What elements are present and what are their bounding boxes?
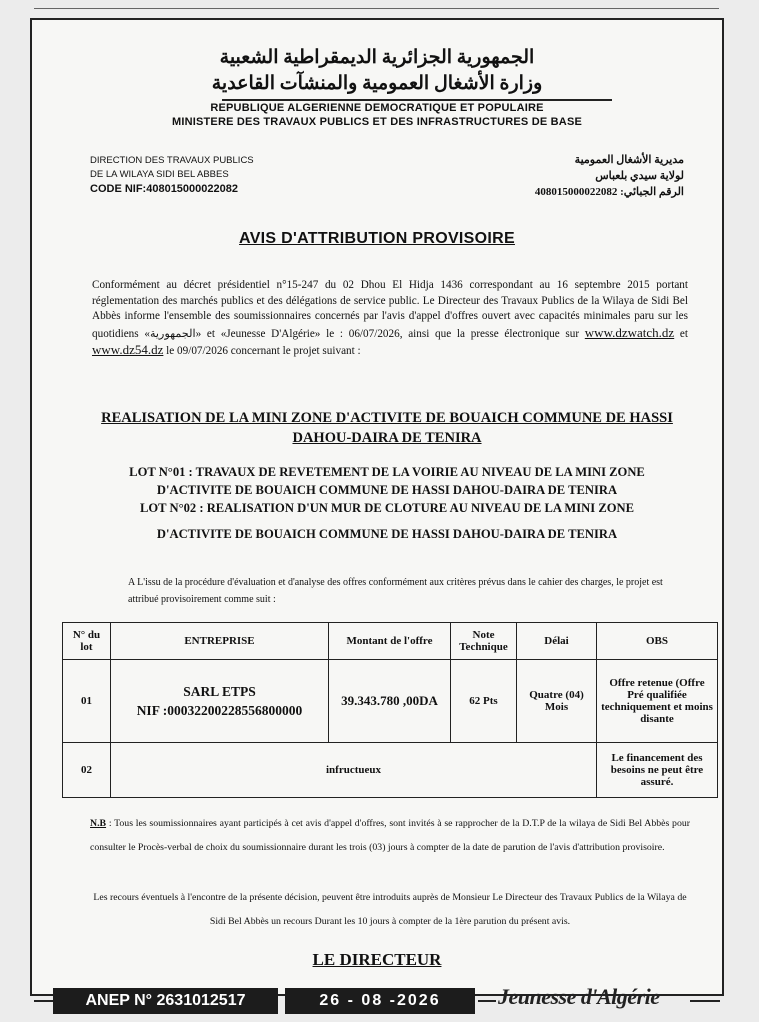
th-delai: Délai bbox=[517, 623, 597, 660]
cell-obs: Offre retenue (Offre Pré qualifiée techniquement et moins disante bbox=[597, 660, 718, 743]
cell-montant: 39.343.780 ,00DA bbox=[329, 660, 451, 743]
notice-title: AVIS D'ATTRIBUTION PROVISOIRE bbox=[239, 230, 515, 247]
direction-ar-line1: مديرية الأشغال العمومية bbox=[574, 154, 684, 166]
recours-paragraph: Les recours éventuels à l'encontre de la présente décision, peuvent être introduits auprès de Monsieur Le Directeur des Travaux Publics de la Wilaya de Sidi Bel Abbès un recours Durant les 10 jours à compter de la 1ère parution du présent avis. bbox=[93, 892, 687, 927]
th-entreprise: ENTREPRISE bbox=[111, 623, 329, 660]
lot2-line-a: LOT N°02 : REALISATION D'UN MUR DE CLOTURE AU NIVEAU DE LA MINI ZONE bbox=[139, 501, 635, 515]
entreprise-name: SARL ETPS bbox=[183, 684, 256, 699]
publication-date: 26 - 08 -2026 bbox=[285, 988, 475, 1014]
entreprise-nif: NIF :00032200228556800000 bbox=[136, 703, 303, 718]
th-note: Note Technique bbox=[451, 623, 517, 660]
newspaper-logo: Jeunesse d'Algérie bbox=[498, 984, 660, 1009]
attribution-table bbox=[62, 622, 718, 798]
header-ar-republic: الجمهورية الجزائرية الديمقراطية الشعبية bbox=[219, 47, 535, 68]
cell-obs: Le financement des besoins ne peut être assuré. bbox=[597, 743, 718, 798]
delai-line-b: Mois bbox=[544, 701, 569, 713]
direction-fr-line2: DE LA WILAYA SIDI BEL ABBES bbox=[90, 169, 229, 180]
cell-note: 62 Pts bbox=[451, 660, 517, 743]
lot1-line-a: LOT N°01 : TRAVAUX DE REVETEMENT DE LA VOIRIE AU NIVEAU DE LA MINI ZONE bbox=[129, 465, 645, 479]
nb-text: : Tous les soumissionnaires ayant participés à cet avis d'appel d'offres, sont invités à se rapprocher de la D.T.P de la wilaya de Sidi Bel Abbès pour consulter le Procès-verbal de choix du soumissionnaire durant les trois (03) jours à compter de la date de parution de l'avis d'attribution provisoire. bbox=[90, 818, 690, 853]
cell-lot: 02 bbox=[63, 743, 111, 798]
direction-fr-line1: DIRECTION DES TRAVAUX PUBLICS bbox=[90, 155, 254, 166]
table-row bbox=[63, 660, 718, 743]
link-dzwatch[interactable]: www.dzwatch.dz bbox=[584, 324, 675, 340]
th-montant: Montant de l'offre bbox=[329, 623, 451, 660]
intro-text-1: Conformément au décret présidentiel n°15-247 du 02 Dhou El Hidja 1436 correspondant au 16 septembre 2015 portant réglementation des marchés publics et des délégations de service public. Le Directeur des Travaux Publics de la Wilaya de Sidi Bel Abbès informe l'ensemble des soumissionnaires concernés par l'avis d'appel d'offres ouvert avec capacités minimales paru sur les quotidiens «الجمهورية» et «Jeunesse D'Algérie» le : 06/07/2026, ainsi que la presse électronique sur bbox=[92, 279, 688, 340]
header-fr-republic: REPUBLIQUE ALGERIENNE DEMOCRATIQUE ET POPULAIRE bbox=[210, 102, 544, 114]
intro-and: et bbox=[679, 327, 688, 340]
cell-lot: 01 bbox=[63, 660, 111, 743]
footer-rule bbox=[690, 1000, 720, 1002]
direction-ar-line3: الرقم الجبائي: 408015000022082 bbox=[534, 186, 684, 198]
project-title: REALISATION DE LA MINI ZONE D'ACTIVITE DE BOUAICH COMMUNE DE HASSI DAHOU-DAIRA DE TENIRA bbox=[101, 410, 673, 446]
footer-rule bbox=[478, 1000, 496, 1002]
intro-paragraph bbox=[92, 278, 688, 360]
notice-page bbox=[30, 18, 724, 996]
cell-entreprise: infructueux bbox=[111, 743, 597, 798]
table-row bbox=[63, 743, 718, 798]
direction-fr-block bbox=[90, 154, 254, 196]
cell-entreprise bbox=[111, 660, 329, 743]
nb-label: N.B bbox=[90, 818, 107, 829]
lots-block bbox=[82, 463, 692, 543]
footer-rule bbox=[34, 1000, 53, 1002]
nb-paragraph bbox=[90, 812, 690, 860]
direction-ar-line2: لولاية سيدي بلعباس bbox=[595, 170, 684, 182]
direction-ar-block bbox=[535, 152, 684, 200]
intro-text-2: le 09/07/2026 concernant le projet suivant : bbox=[166, 345, 361, 357]
th-obs: OBS bbox=[597, 623, 718, 660]
top-rule bbox=[34, 8, 719, 9]
lot2-line-b: D'ACTIVITE DE BOUAICH COMMUNE DE HASSI DAHOU-DAIRA DE TENIRA bbox=[156, 527, 618, 541]
direction-fr-code: CODE NIF:408015000022082 bbox=[90, 183, 238, 195]
header-ar-ministry: وزارة الأشغال العمومية والمنشآت القاعدية bbox=[211, 73, 543, 94]
header-fr-ministry: MINISTERE DES TRAVAUX PUBLICS ET DES INFRASTRUCTURES DE BASE bbox=[171, 116, 583, 128]
signature: LE DIRECTEUR bbox=[312, 950, 442, 969]
table-header-row bbox=[63, 623, 718, 660]
cell-delai bbox=[517, 660, 597, 743]
header-divider bbox=[222, 99, 612, 101]
lot1-line-b: D'ACTIVITE DE BOUAICH COMMUNE DE HASSI DAHOU-DAIRA DE TENIRA bbox=[156, 483, 618, 497]
delai-line-a: Quatre (04) bbox=[529, 689, 584, 701]
anep-number: ANEP N° 2631012517 bbox=[53, 988, 278, 1014]
footer-bar bbox=[0, 984, 759, 1016]
link-dz54[interactable]: www.dz54.dz bbox=[92, 342, 164, 357]
th-lot: N° du lot bbox=[63, 623, 111, 660]
result-paragraph: A L'issu de la procédure d'évaluation et d'analyse des offres conformément aux critères prévus dans le cahier des charges, le projet est attribué provisoirement comme suit : bbox=[128, 577, 663, 605]
